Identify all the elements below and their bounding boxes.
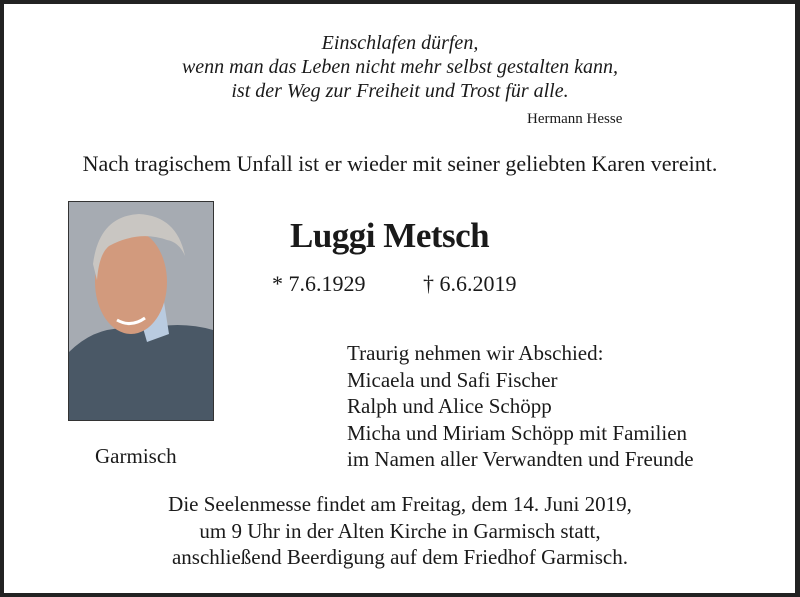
mourner-line: Micha und Miriam Schöpp mit Familien — [347, 420, 688, 445]
mourner-line: Micaela und Safi Fischer — [347, 367, 558, 392]
mourner-line: im Namen aller Verwandten und Freunde — [347, 447, 694, 471]
quote-line: Einschlafen dürfen, — [321, 32, 479, 54]
portrait-photo — [68, 201, 214, 421]
birth-date: * 7.6.1929 — [272, 271, 366, 296]
service-line: Die Seelenmesse findet am Freitag, dem 14. Juni 2019, — [168, 492, 632, 516]
death-date: † 6.6.2019 — [423, 271, 517, 296]
deceased-name: Luggi Metsch — [290, 216, 490, 255]
service-info — [0, 491, 800, 571]
quote — [0, 31, 800, 103]
mourner-line: Ralph und Alice Schöpp — [347, 394, 552, 418]
lead-text: Nach tragischem Unfall ist er wieder mit seiner geliebten Karen vereint. — [82, 151, 718, 176]
quote-author: Hermann Hesse — [527, 111, 623, 127]
service-line: um 9 Uhr in der Alten Kirche in Garmisch statt, — [199, 518, 601, 543]
service-line: anschließend Beerdigung auf dem Friedhof Garmisch. — [171, 545, 629, 569]
quote-line: ist der Weg zur Freiheit und Trost für alle. — [231, 80, 569, 102]
mourner-line: Traurig nehmen wir Abschied: — [347, 341, 604, 365]
quote-line: wenn man das Leben nicht mehr selbst gestalten kann, — [181, 56, 619, 78]
hometown: Garmisch — [95, 444, 177, 468]
mourners-list — [347, 340, 694, 473]
